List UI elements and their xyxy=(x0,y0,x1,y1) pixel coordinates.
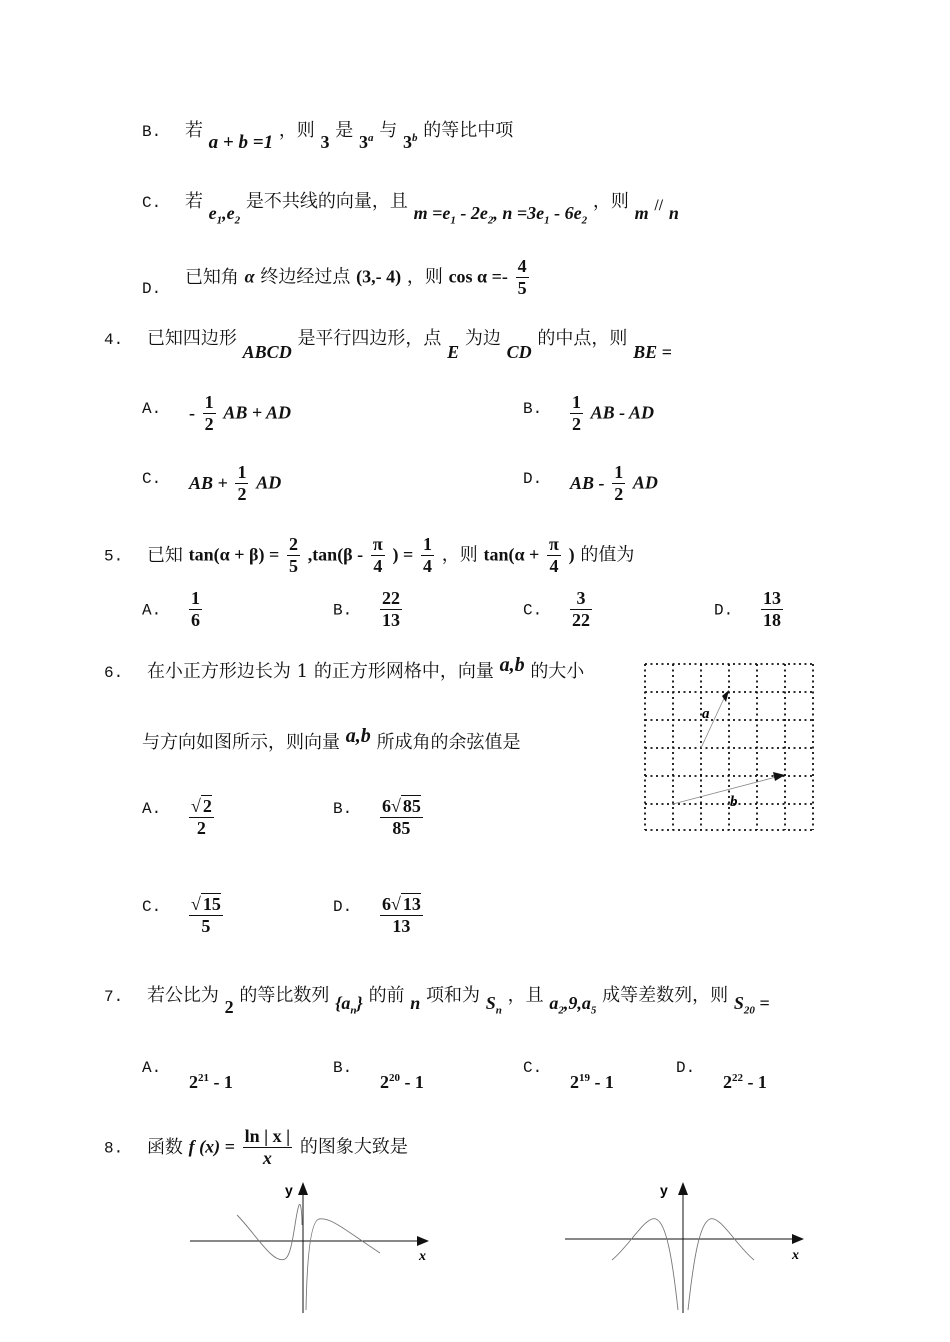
math-expr: AD xyxy=(256,472,282,493)
x-axis-label: x xyxy=(792,1248,799,1263)
math-expr: $m =e_1 - 2e_2$, $n =3e_1 - 6e_2$ xyxy=(413,203,588,227)
math-expr: tan(α + β) = xyxy=(188,544,280,565)
text: 已知角 xyxy=(184,266,239,288)
math-expr: $S_n$ xyxy=(485,993,502,1017)
fraction: $\frac{1}{4}$ xyxy=(423,534,433,576)
q3-option-c xyxy=(142,187,679,227)
q4-option-c xyxy=(142,462,281,505)
y-axis-arrow xyxy=(298,1182,308,1195)
fraction: $\frac{\ln | x |}{x}$ xyxy=(244,1126,291,1168)
graph-option-b xyxy=(560,1175,820,1315)
text: ，且 xyxy=(507,985,544,1006)
q5-option-b xyxy=(333,588,404,631)
option-label: B. xyxy=(523,399,543,418)
text: 是 xyxy=(335,120,354,141)
q3-option-d xyxy=(142,256,531,299)
vector-b-line xyxy=(673,776,780,804)
option-label: A. xyxy=(142,399,162,418)
math-expr: ) xyxy=(568,544,575,565)
text: 的中点，则 xyxy=(537,328,628,349)
curve-right xyxy=(688,1219,754,1310)
option-label: C. xyxy=(142,897,162,916)
fraction: $\frac{1}{2}$ xyxy=(204,392,214,434)
q4-stem xyxy=(104,324,672,362)
math-expr: n xyxy=(668,203,679,223)
option-label: C. xyxy=(523,1059,543,1077)
text: 在小正方形边长为 1 的正方形网格中，向量 xyxy=(146,661,494,682)
math-expr: 3$^b$ xyxy=(402,132,418,152)
text: 成等差数列，则 xyxy=(602,985,729,1006)
math-expr: $2^{20} - 1$ xyxy=(379,1072,424,1092)
text: 若 xyxy=(184,120,203,141)
text: 为边 xyxy=(464,328,501,349)
question-number: 4. xyxy=(104,331,124,349)
math-expr: AB - AD xyxy=(590,402,655,423)
text: 项和为 xyxy=(426,985,481,1006)
option-label: A. xyxy=(142,799,162,818)
x-axis-arrow xyxy=(792,1234,804,1244)
fraction: $\frac{6√ 13}{13}$ xyxy=(381,894,421,936)
math-expr: $2^{19} - 1$ xyxy=(569,1072,614,1092)
text: 已知 xyxy=(146,544,183,566)
q7-option-a xyxy=(142,1056,233,1092)
text: 的图象大致是 xyxy=(299,1136,408,1158)
curve-right xyxy=(306,1219,380,1310)
math-expr: $a_2,9,a_5$ xyxy=(549,993,597,1017)
question-number: 8. xyxy=(104,1139,124,1158)
fraction: $\frac{\pi}{4}$ xyxy=(372,534,383,576)
text: 函数 xyxy=(146,1136,183,1158)
q5-option-d xyxy=(714,588,785,631)
option-label: D. xyxy=(676,1059,696,1077)
option-label: B. xyxy=(333,1059,353,1077)
text: 是不共线的向量，且 xyxy=(245,191,408,212)
math-expr: E xyxy=(447,342,460,362)
math-expr: $2^{22} - 1$ xyxy=(722,1072,767,1092)
text: 的等比数列 xyxy=(239,985,330,1006)
option-label: A. xyxy=(142,601,162,620)
fraction: $\frac{2}{5}$ xyxy=(288,534,298,576)
math-expr: $S_{20}$ = xyxy=(733,993,770,1017)
q7-option-b xyxy=(333,1056,424,1092)
math-expr: (3,- 4) xyxy=(356,266,402,287)
y-axis-label: y xyxy=(660,1182,668,1198)
math-expr: cos α =- xyxy=(448,266,508,287)
q4-option-d xyxy=(523,462,658,505)
option-label: D. xyxy=(523,469,543,488)
math-expr: a + b =1 xyxy=(208,132,274,153)
text: 已知四边形 xyxy=(146,328,237,349)
math-expr: AB + AD xyxy=(223,402,292,423)
option-label: B. xyxy=(333,799,353,818)
text: 终边经过点 xyxy=(260,266,351,288)
q5-option-a xyxy=(142,588,204,631)
x-axis-label: x xyxy=(419,1249,426,1264)
option-label: D. xyxy=(142,279,162,298)
math-expr: 2 xyxy=(224,997,234,1017)
fraction: $\frac{4}{5}$ xyxy=(517,256,527,298)
fraction: $\frac{1}{2}$ xyxy=(614,462,624,504)
math-expr: AB + xyxy=(188,472,228,493)
math-expr: a,b xyxy=(499,654,525,676)
option-label: C. xyxy=(142,469,162,488)
fraction: $\frac{1}{2}$ xyxy=(571,392,581,434)
fraction: $\frac{\pi}{4}$ xyxy=(549,534,559,576)
math-expr: a,b xyxy=(345,725,371,747)
parallel-symbol: // xyxy=(654,198,664,213)
fraction: $\frac{√ 2}{2}$ xyxy=(190,796,212,838)
text: ，则 xyxy=(406,266,443,288)
y-axis-arrow xyxy=(678,1182,688,1195)
math-expr: $2^{21} - 1$ xyxy=(188,1072,233,1092)
option-label: D. xyxy=(333,897,353,916)
question-number: 7. xyxy=(104,988,124,1006)
text: 所成角的余弦值是 xyxy=(376,732,521,753)
text: 若 xyxy=(184,191,203,212)
math-expr: ) = xyxy=(392,544,414,565)
q7-stem xyxy=(104,981,770,1017)
option-label: B. xyxy=(142,123,162,141)
q4-option-b xyxy=(523,392,654,435)
text: 的等比中项 xyxy=(423,120,514,141)
q4-option-a xyxy=(142,392,291,435)
math-expr: ,tan(β - xyxy=(307,544,364,565)
math-expr: 3$^a$ xyxy=(359,132,374,152)
math-expr: AB - xyxy=(569,472,605,493)
fraction: $\frac{6√ 85}{85}$ xyxy=(381,796,421,838)
text: ，则 xyxy=(278,120,315,141)
text: ，则 xyxy=(441,544,478,566)
q6-option-d xyxy=(333,894,425,937)
math-expr: AD xyxy=(632,472,658,493)
math-expr: n xyxy=(410,993,421,1013)
math-expr: $e_1,e_2$ xyxy=(208,203,241,227)
fraction: $\frac{1}{2}$ xyxy=(237,462,247,504)
math-expr: CD xyxy=(506,342,532,362)
text: 的值为 xyxy=(580,544,635,566)
fraction: $\frac{√ 15}{5}$ xyxy=(190,894,221,936)
q7-option-c xyxy=(523,1056,614,1092)
q7-option-d xyxy=(676,1056,767,1092)
q3-option-b xyxy=(142,116,514,153)
text: 是平行四边形，点 xyxy=(297,328,442,349)
question-number: 6. xyxy=(104,664,124,682)
math-expr: ABCD xyxy=(242,342,292,362)
text: 的前 xyxy=(368,985,405,1006)
math-expr: BE = xyxy=(633,342,672,362)
option-label: C. xyxy=(523,601,543,620)
fraction: $\frac{22}{13}$ xyxy=(381,588,400,630)
q6-option-a xyxy=(142,796,216,839)
text: 的大小 xyxy=(530,661,585,682)
math-expr: f (x) = xyxy=(188,1136,235,1157)
q6-stem-line1 xyxy=(104,654,585,683)
option-label: C. xyxy=(142,194,162,212)
q6-stem-line2 xyxy=(142,725,521,754)
fraction: $\frac{1}{6}$ xyxy=(190,588,200,630)
math-expr: tan(α + xyxy=(483,544,540,565)
vector-b-label: b xyxy=(730,794,738,810)
option-label: A. xyxy=(142,1059,162,1077)
q6-option-c xyxy=(142,894,225,937)
math-expr: $\{a_n\}$ xyxy=(335,993,363,1017)
x-axis-arrow xyxy=(417,1236,429,1246)
q5-stem xyxy=(104,534,634,577)
graph-option-a xyxy=(185,1175,445,1315)
question-number: 5. xyxy=(104,547,124,566)
text: 与 xyxy=(379,120,398,141)
text: 若公比为 xyxy=(146,985,219,1006)
y-axis-label: y xyxy=(285,1182,293,1198)
q8-stem xyxy=(104,1126,408,1169)
math-expr: 3 xyxy=(320,132,330,152)
math-expr: m xyxy=(634,203,649,223)
text: ，则 xyxy=(592,191,629,212)
curve-left xyxy=(612,1219,678,1310)
vector-a-label: a xyxy=(702,706,710,722)
fraction: $\frac{3}{22}$ xyxy=(571,588,590,630)
text: 与方向如图所示，则向量 xyxy=(142,732,340,753)
math-expr: - xyxy=(188,402,195,423)
option-label: B. xyxy=(333,601,353,620)
vector-grid-figure xyxy=(640,658,820,836)
fraction: $\frac{13}{18}$ xyxy=(762,588,781,630)
option-label: D. xyxy=(714,601,734,620)
curve-left xyxy=(237,1204,302,1259)
math-expr: α xyxy=(244,266,255,287)
q6-option-b xyxy=(333,796,425,839)
q5-option-c xyxy=(523,588,594,631)
